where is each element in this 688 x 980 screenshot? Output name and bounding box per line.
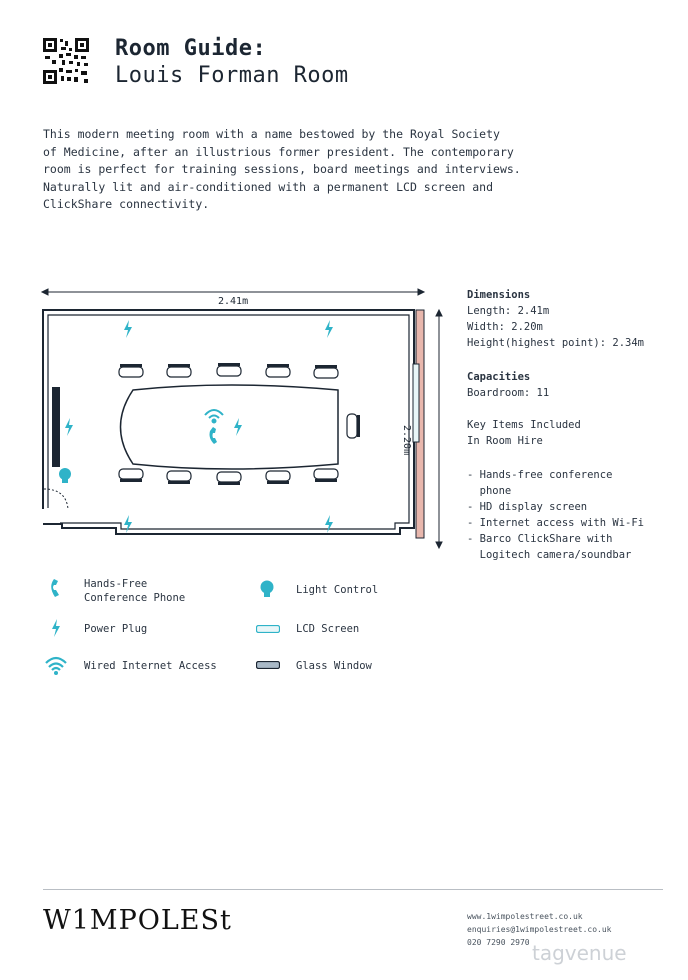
- description-line: Naturally lit and air-conditioned with a permanent LCD screen and: [43, 179, 494, 194]
- description-line: of Medicine, after an illustrious former president. The contemporary: [43, 144, 514, 159]
- width-label: 2.41m: [218, 296, 249, 307]
- width-dimension: [42, 289, 424, 295]
- key-item: Logitech camera/soundbar: [467, 549, 632, 561]
- footer-divider: [43, 889, 663, 890]
- dimension-length: Length: 2.41m: [467, 305, 550, 317]
- phone-icon: [50, 578, 62, 598]
- key-items-heading: Key Items Included: [467, 419, 581, 431]
- qr-code-icon: [43, 38, 89, 84]
- legend-glass: Glass Window: [296, 660, 372, 672]
- floor-plan: [38, 284, 448, 554]
- key-item: - HD display screen: [467, 501, 588, 513]
- watermark: tagvenue: [532, 941, 627, 965]
- footer-website[interactable]: www.1wimpolestreet.co.uk: [467, 912, 583, 921]
- display-screen: [52, 387, 60, 467]
- room-name: Louis Forman Room: [115, 63, 349, 88]
- description-line: This modern meeting room with a name bestowed by the Royal Society: [43, 127, 500, 141]
- wifi-icon: [45, 656, 67, 676]
- footer-phone: 020 7290 2970: [467, 938, 530, 947]
- legend-lcd: LCD Screen: [296, 623, 360, 635]
- key-items-block: [467, 417, 644, 563]
- description-line: ClickShare connectivity.: [43, 197, 210, 211]
- key-item: - Barco ClickShare with: [467, 533, 613, 545]
- key-item: phone: [467, 485, 512, 497]
- capacities-heading: Capacities: [467, 371, 531, 383]
- footer-email[interactable]: enquiries@1wimpolestreet.co.uk: [467, 925, 612, 934]
- light-bulb-icon: [260, 580, 274, 600]
- key-item: - Internet access with Wi-Fi: [467, 517, 645, 529]
- legend-power: Power Plug: [84, 623, 148, 635]
- legend-phone-line2: Conference Phone: [84, 592, 186, 604]
- dimension-height: Height(highest point): 2.34m: [467, 337, 645, 349]
- brand-logo: W1MPOLESt: [43, 905, 232, 936]
- legend-internet: Wired Internet Access: [84, 660, 217, 672]
- legend-phone-line1: Hands-Free: [84, 578, 148, 590]
- page-title: Room Guide:: [115, 36, 267, 61]
- capacities-block: [467, 369, 549, 401]
- boardroom-table: [121, 385, 339, 469]
- legend-phone: [84, 577, 185, 605]
- key-item: - Hands-free conference: [467, 469, 613, 481]
- dimension-width: Width: 2.20m: [467, 321, 543, 333]
- description-line: room is perfect for training sessions, board meetings and interviews.: [43, 162, 521, 176]
- glass-window-icon: [256, 661, 280, 669]
- capacity-boardroom: Boardroom: 11: [467, 387, 550, 399]
- key-items-heading: In Room Hire: [467, 435, 543, 447]
- dimensions-block: [467, 287, 644, 351]
- height-dimension: [436, 310, 442, 548]
- dimensions-heading: Dimensions: [467, 289, 531, 301]
- lcd-screen-icon: [256, 625, 280, 633]
- legend-light: Light Control: [296, 584, 379, 596]
- height-label: 2.20m: [401, 425, 412, 456]
- lcd-screen: [413, 364, 419, 442]
- room-description: [43, 126, 643, 214]
- power-plug-icon: [51, 619, 61, 637]
